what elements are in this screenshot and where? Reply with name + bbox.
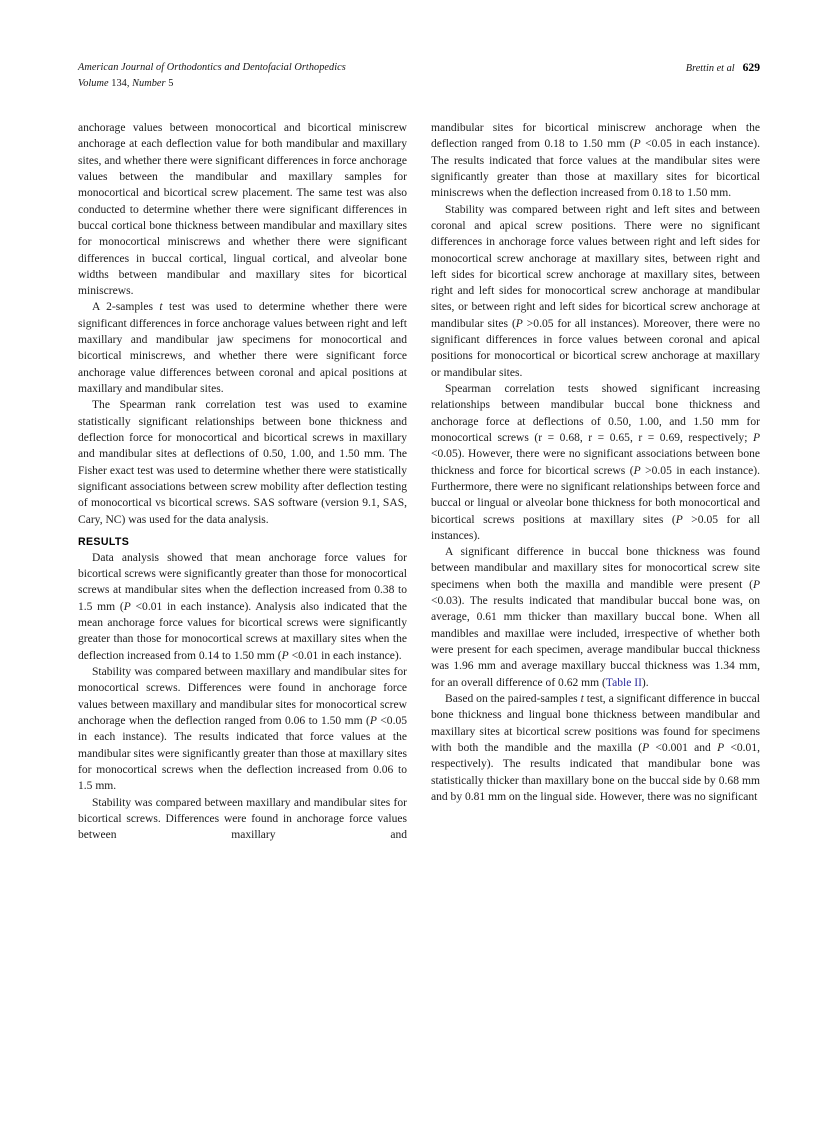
italic-t: t	[580, 692, 584, 705]
section-heading-results: RESULTS	[78, 536, 130, 549]
text-run: The Spearman rank correlation test was used to examine statistically significant relationships between bone thickness and deflection force for monocortical and bicortical screws in maxillary and mandibular sites at deflections of 0.50, 1.00, and 1.50 mm. The Fisher exact test was used to determine whether there were statistically significant associations between screw mobility after deflection testing of monocortical vs bicortical screws. SAS software (version 9.1, SAS, Cary, NC) was used for the data analysis.	[78, 399, 407, 526]
text-run: <0.01 in each instance). Analysis also indicated that the mean anchorage force values for bicortical screws were significantly greater than those for monocortical screws at maxillary sites when the deflection increased from 0.14 to 1.50 mm (	[78, 600, 408, 662]
number-value: 5	[168, 77, 174, 89]
running-head-right	[686, 60, 760, 77]
paragraph-results-paired-samples-t-test	[431, 691, 760, 805]
paragraph-results-right-left-coronal-apical	[431, 202, 760, 381]
text-run: <0.05). However, there were no significant associations between bone thickness and force for bicortical screws (	[431, 448, 760, 477]
paragraph-results-monocortical-stability	[78, 664, 407, 795]
italic-t: t	[159, 301, 163, 314]
italic-p: P	[752, 578, 760, 591]
journal-title: American Journal of Orthodontics and Dentofacial Orthopedics	[78, 62, 346, 73]
text-run: A 2-samples	[92, 301, 160, 314]
text-run: Spearman correlation tests showed significant increasing relationships between mandibular buccal bone thickness and anchorage force at deflections of 0.50, 1.00, and 1.50 mm for monocortical screws (r = 0.68, r = 0.65, r = 0.69, respectively;	[431, 383, 760, 444]
italic-p: P	[369, 714, 377, 727]
text-run: <0.03). The results indicated that mandibular buccal bone was, on average, 0.61 mm thicker than maxillary buccal bone. When all mandibles and maxillae were included, irrespective of whether both were present for each specimen, average mandibular buccal thickness was 1.96 mm and average maxillary buccal thickness was 1.34 mm, for an overall difference of 0.62 mm (	[431, 595, 760, 689]
paragraph-results-bicortical-stability-start	[78, 795, 407, 860]
volume-issue-line	[78, 76, 346, 92]
paragraph-results-anchorage-force	[78, 550, 407, 664]
paragraph-results-buccal-bone-thickness	[431, 544, 760, 691]
text-run: <0.05 in each instance). The results indicated that force values at the mandibular sites were significantly greater than those at maxillary sites for monocortical screws when the deflection increased from 0.06 to 1.5 mm.	[78, 714, 407, 793]
text-run: <0.05 in each instance). The results indicated that force values at the mandibular sites were significantly greater than those at maxillary sites for bicortical miniscrews when the deflection increased from 0.18 to 1.50 mm.	[431, 138, 760, 200]
text-run: >0.05 in each instance). Furthermore, there were no significant relationships between force and buccal or lingual or alveolar bone thickness for both monocortical and bicortical screws positions at maxillary sites (	[431, 464, 760, 526]
text-run: Stability was compared between maxillary and mandibular sites for bicortical screws. Differences were found in anchorage force values between maxillary and	[78, 796, 407, 842]
text-run: <0.01, respectively). The results indicated that mandibular bone was statistically thicker than maxillary bone on the buccal side by 0.68 mm and by 0.81 mm on the lingual side. However, there was no significant	[431, 741, 760, 803]
author-citation: Brettin et al	[685, 63, 735, 74]
text-run: anchorage values between monocortical and bicortical miniscrew anchorage at each deflection value for both mandibular and maxillary sites, and whether there were significant differences in force anchorage values between the mandibular and maxillary samples for monocortical and bicortical screw placement. The same test was also conducted to determine whether there were significant differences in buccal cortical bone thickness between mandibular and maxillary sites for monocortical miniscrews and whether there were significant differences in buccal cortical, lingual cortical, and alveolar bone widths between mandibular and maxillary sites for bicortical miniscrews.	[78, 122, 407, 298]
text-run: >0.05 for all instances). Moreover, there were no significant differences in force values between coronal and apical positions for monocortical or bicortical screw anchorage at maxillary or mandibular sites.	[431, 317, 760, 379]
page-number: 629	[742, 61, 760, 74]
table-ii-link[interactable]: Table II	[605, 676, 642, 689]
paragraph-spearman-methods	[78, 397, 407, 528]
left-column	[78, 120, 407, 1035]
italic-p: P	[642, 741, 650, 754]
volume-label: Volume	[78, 77, 109, 89]
text-run: <0.01 in each instance).	[288, 649, 402, 662]
paragraph-methods-continued	[78, 120, 407, 299]
running-head-journal	[78, 60, 346, 91]
text-run: test, a significant difference in buccal bone thickness and lingual bone thickness between mandibular and maxillary sites at bicortical screw positions was found for specimens with both the mandible and the maxilla (	[431, 692, 760, 754]
text-run: mandibular sites for bicortical miniscrew anchorage when the deflection ranged from 0.18 to 1.50 mm (	[431, 122, 760, 151]
text-run: Based on the paired-samples	[445, 692, 581, 705]
italic-p: P	[675, 513, 683, 526]
text-run: Stability was compared between maxillary and mandibular sites for monocortical screws. Differences were found in anchorage force values between maxillary and mandibular sites for monocortical screw anchorage when the deflection ranged from 0.06 to 1.50 mm (	[78, 666, 407, 727]
text-run: >0.05 for all instances).	[431, 513, 760, 542]
text-run: Data analysis showed that mean anchorage force values for bicortical screws were significantly greater than those for monocortical screws at mandibular sites when the deflection increased from 0.38 to 1.5 mm (	[78, 551, 407, 613]
paragraph-results-spearman-correlations	[431, 381, 760, 544]
text-run: A significant difference in buccal bone thickness was found between mandibular and maxillary sites for monocortical screw site specimens when both the maxilla and mandible were present (	[431, 546, 760, 591]
paragraph-two-sample-t-test	[78, 299, 407, 397]
text-run: <0.001 and	[649, 741, 718, 754]
body-columns	[78, 120, 760, 1035]
italic-p: P	[281, 649, 289, 662]
italic-p: P	[717, 741, 725, 754]
volume-number: 134,	[111, 77, 130, 89]
italic-p: P	[752, 431, 760, 444]
running-head	[78, 60, 760, 94]
text-run: ).	[641, 676, 649, 689]
text-run: Stability was compared between right and left sites and between coronal and apical screw positions. There were no significant differences in anchorage force values between right and left sides for monocortical screw anchorage at maxillary sites, between right and left sides for bicortical screw anchorage at maxillary sites, between right and left sides for monocortical screw anchorage at mandibular sites, or between right and left sides for bicortical screw anchorage at mandibular sites (	[431, 203, 760, 330]
italic-p: P	[633, 138, 641, 151]
italic-p: P	[633, 464, 641, 477]
number-label: Number	[132, 77, 166, 89]
text-run: test was used to determine whether there were significant differences in force anchorage values between right and left maxillary and mandibular jaw specimens for monocortical and bicortical miniscrews, and whether there were significant force anchorage value differences between coronal and apical positions at maxillary and mandibular sites.	[78, 301, 407, 395]
paragraph-results-bicortical-stability-continued	[431, 120, 760, 202]
italic-p: P	[123, 600, 131, 613]
right-column	[431, 120, 760, 1035]
italic-p: P	[515, 317, 523, 330]
